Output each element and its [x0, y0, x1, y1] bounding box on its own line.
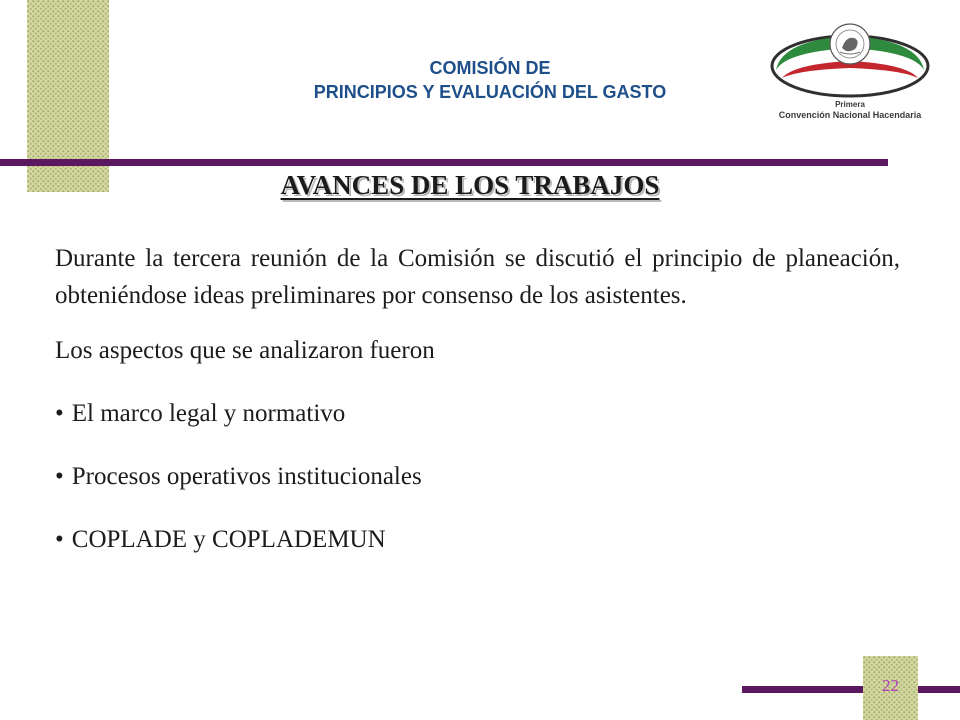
logo-text-convention: Convención Nacional Hacendaria — [778, 110, 922, 120]
list-item-text: COPLADE y COPLADEMUN — [71, 526, 386, 553]
page-number: 22 — [882, 676, 899, 695]
header-line-1: COMISIÓN DE — [429, 58, 551, 78]
bullet-icon: • — [55, 463, 64, 490]
list-item — [55, 521, 900, 558]
aspects-list — [55, 395, 900, 558]
convention-logo-graphic — [768, 18, 932, 100]
footer-divider-bar-left — [742, 686, 863, 693]
body-intro-line: Los aspectos que se analizaron fueron — [55, 337, 435, 364]
header-divider-bar — [0, 159, 888, 166]
convention-logo — [768, 18, 932, 126]
slide-title: AVANCES DE LOS TRABAJOS — [280, 170, 660, 200]
list-item-text: El marco legal y normativo — [71, 400, 346, 427]
list-item-text: Procesos operativos institucionales — [71, 463, 422, 490]
commission-header — [230, 56, 750, 104]
list-item — [55, 458, 900, 495]
bullet-icon: • — [55, 526, 64, 553]
logo-text-primera: Primera — [835, 100, 865, 109]
body-paragraph: Durante la tercera reunión de la Comisión se discutió el principio de planeación, obteniéndose ideas preliminares por consenso de los asistentes. — [55, 245, 900, 309]
header-line-2: PRINCIPIOS Y EVALUACIÓN DEL GASTO — [313, 82, 667, 102]
footer-divider-bar-right — [918, 686, 960, 693]
slide-body — [55, 240, 900, 584]
bullet-icon: • — [55, 400, 64, 427]
list-item — [55, 395, 900, 432]
